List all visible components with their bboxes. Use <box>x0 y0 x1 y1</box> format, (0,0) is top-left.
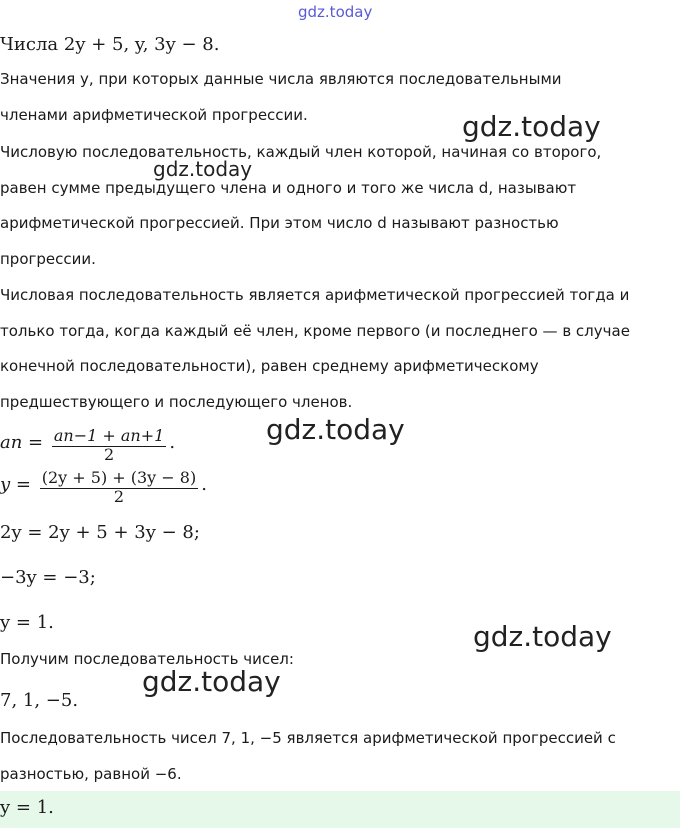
text-line: прогрессии. <box>0 250 96 268</box>
fraction-numerator: an−1 + an+1 <box>53 426 165 445</box>
watermark: gdz.today <box>142 665 281 698</box>
sequence: 7, 1, −5. <box>0 690 79 711</box>
text-line: Последовательность чисел 7, 1, −5 является арифметической прогрессией с <box>0 729 616 747</box>
text-line: разностью, равной −6. <box>0 765 182 783</box>
equation-step: −3y = −3; <box>0 567 96 588</box>
equation-step: 2y = 2y + 5 + 3y − 8; <box>0 522 200 543</box>
formula-lhs: an = <box>0 432 44 453</box>
text-line: арифметической прогрессией. При этом число d называют разностью <box>0 214 559 232</box>
text-line: предшествующего и последующего членов. <box>0 393 353 411</box>
fraction <box>40 468 199 502</box>
formula-ap-mean: an = $\frac{an-1 + an+1}{2}$ . <box>0 426 176 460</box>
fraction-denominator: 2 <box>104 447 115 460</box>
watermark: gdz.today <box>473 620 612 653</box>
formula-y-mean: y = $\frac{(2y + 5) + (3y - 8)}{2}$ . <box>0 468 207 502</box>
text-line: только тогда, когда каждый её член, кроме первого (и последнего — в случае <box>0 322 630 340</box>
fraction-numerator: (2y + 5) + (3y − 8) <box>41 468 197 487</box>
answer: y = 1. <box>0 797 54 818</box>
answer-box <box>0 791 680 828</box>
text-line: Значения y, при которых данные числа являются последовательными <box>0 70 562 88</box>
watermark-top: gdz.today <box>298 3 373 21</box>
text-line: конечной последовательности), равен среднему арифметическому <box>0 357 539 375</box>
watermark: gdz.today <box>153 157 253 181</box>
text-line: членами арифметической прогрессии. <box>0 106 308 124</box>
equation-result: y = 1. <box>0 612 54 633</box>
watermark: gdz.today <box>266 413 405 446</box>
text-line: Числовую последовательность, каждый член которой, начиная со второго, <box>0 143 602 161</box>
text-line: Получим последовательность чисел: <box>0 650 294 668</box>
fraction <box>52 426 166 460</box>
text-line: Числовая последовательность является арифметической прогрессией тогда и <box>0 286 630 304</box>
text-line: равен сумме предыдущего члена и одного и того же числа d, называют <box>0 179 577 197</box>
formula-lhs: y = <box>0 474 31 495</box>
given-numbers: Числа 2y + 5, y, 3y − 8. <box>0 34 220 55</box>
fraction-denominator: 2 <box>113 489 125 502</box>
watermark: gdz.today <box>462 110 601 143</box>
